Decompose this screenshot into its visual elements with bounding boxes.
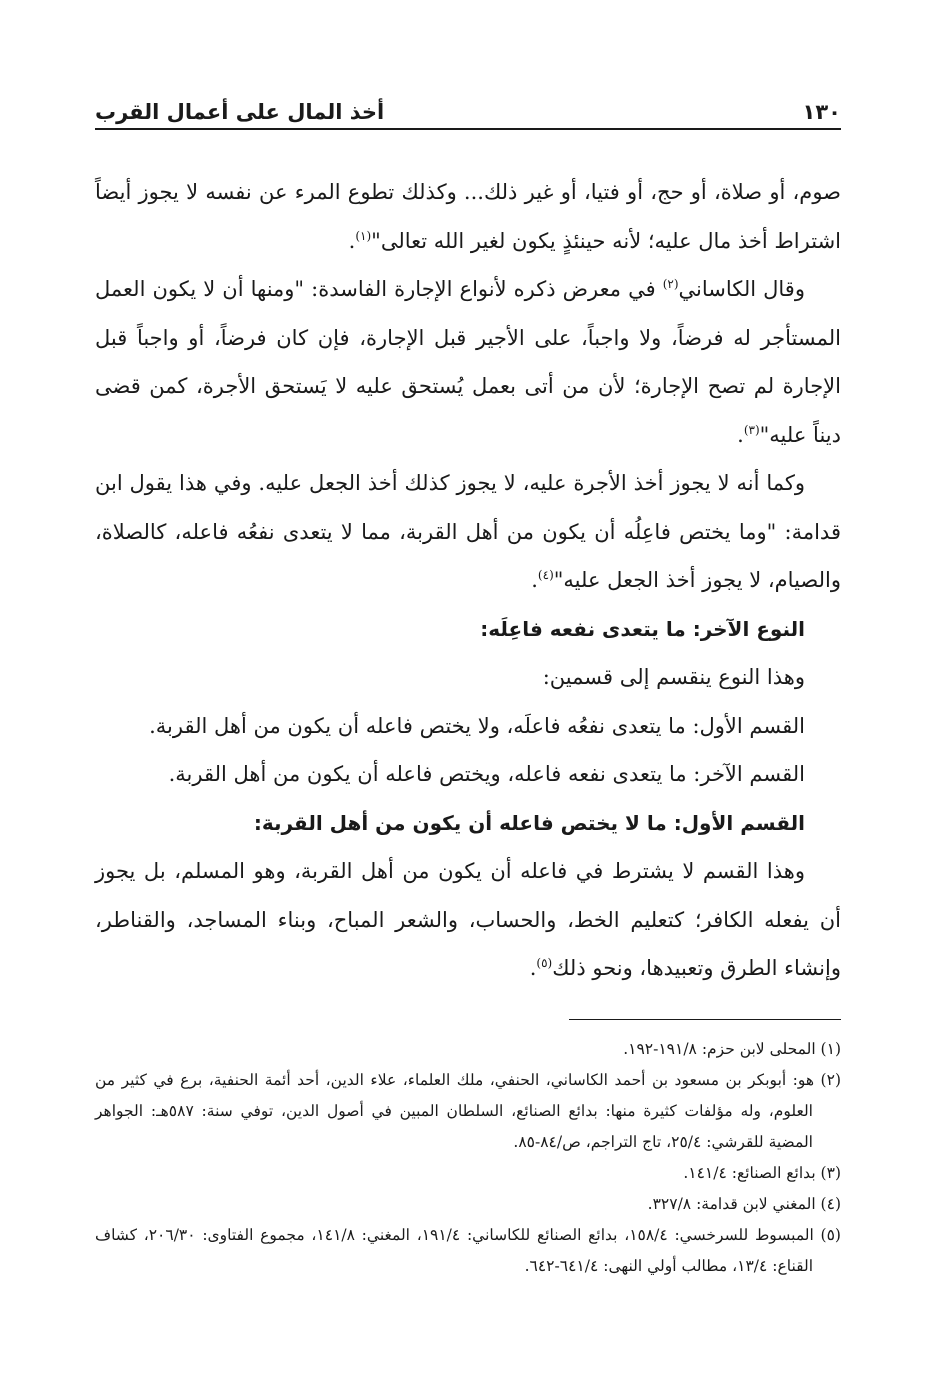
footnote: (٤) المغني لابن قدامة: ٣٢٧/٨. <box>647 1194 841 1213</box>
paragraph: وهذا النوع ينقسم إلى قسمين: <box>542 665 805 689</box>
paragraph: صوم، أو صلاة، أو حج، أو فتيا، أو غير ذلك... وكذلك تطوع المرء عن نفسه لا يجوز أيضاً اشتراط أخذ مال عليه؛ لأنه حينئذٍ يكون لغير الله تعالى"$^{(١)}$. <box>95 180 841 253</box>
footnote-ref[interactable]: (١) <box>355 228 372 243</box>
section-heading: النوع الآخر: ما يتعدى نفعه فاعِلَه: <box>480 616 805 641</box>
footnote: (٥) المبسوط للسرخسي: ١٥٨/٤، بدائع الصنائع للكاساني: ١٩١/٤، المغني: ١٤١/٨، مجموع الفتاوى: ٢٠٦/٣٠، كشاف القناع: ١٣/٤، مطالب أولي النهى: ٦٤١/٤-٦٤٢. <box>95 1225 841 1275</box>
paragraph: وقال الكاساني$^{(٢)}$ في معرض ذكره لأنواع الإجارة الفاسدة: "ومنها أن لا يكون العمل المستأجر له فرضاً، ولا واجباً، على الأجير قبل الإجارة، فإن كان فرضاً، أو واجباً قبل الإجارة لم تصح الإجارة؛ لأن من أتى بعمل يُستحق عليه لا يَستحق الأجرة، كمن قضى ديناً عليه"$^{(٣)}$. <box>95 277 841 447</box>
footnotes <box>95 1034 841 1282</box>
footnote: (١) المحلى لابن حزم: ١٩١/٨-١٩٢. <box>623 1039 841 1058</box>
footnote-ref[interactable]: (٥) <box>536 956 553 970</box>
footnote-ref[interactable]: (٤) <box>537 568 554 582</box>
paragraph: وهذا القسم لا يشترط في فاعله أن يكون من أهل القربة، وهو المسلم، بل يجوز أن يفعله الكافر؛ كتعليم الخط، والحساب، والشعر المباح، وبناء المساجد، والقناطر، وإنشاء الطرق وتعبيدها، ونحو ذلك$^{(٥)}$. <box>95 859 841 980</box>
paragraph: القسم الآخر: ما يتعدى نفعه فاعله، ويختص فاعله أن يكون من أهل القربة. <box>168 762 805 786</box>
book-page <box>95 88 841 1282</box>
paragraph: القسم الأول: ما يتعدى نفعُه فاعلَه، ولا يختص فاعله أن يكون من أهل القربة. <box>149 713 805 738</box>
book-title: أخذ المال على أعمال القرب <box>95 100 385 124</box>
paragraph: وكما أنه لا يجوز أخذ الأجرة عليه، لا يجوز كذلك أخذ الجعل عليه. وفي هذا يقول ابن قدامة: "وما يختص فاعِلُه أن يكون من أهل القربة، مما لا يتعدى نفعُه فاعله، كالصلاة، والصيام، لا يجوز أخذ الجعل عليه"$^{(٤)}$. <box>95 471 841 592</box>
footnote: (٢) هو: أبوبكر بن مسعود بن أحمد الكاساني، الحنفي، ملك العلماء، علاء الدين، أحد أئمة الحنفية، برع في كثير من العلوم، وله مؤلفات كثيرة منها: بدائع الصنائع، السلطان المبين في أصول الدين، توفي سنة: ٥٨٧هـ: الجواهر المضية للقرشي: ٢٥/٤، تاج التراجم، ص/٨٤-٨٥. <box>95 1070 841 1151</box>
footnote-ref[interactable]: (٣) <box>743 422 760 437</box>
running-header <box>95 88 841 130</box>
section-heading: القسم الأول: ما لا يختص فاعله أن يكون من أهل القربة: <box>253 810 805 835</box>
footnote: (٣) بدائع الصنائع: ١٤١/٤. <box>683 1163 841 1182</box>
footnote-ref[interactable]: (٢) <box>662 277 679 291</box>
footnote-separator <box>569 1019 841 1020</box>
page-number: ١٣٠ <box>802 100 841 124</box>
main-text <box>95 168 841 993</box>
